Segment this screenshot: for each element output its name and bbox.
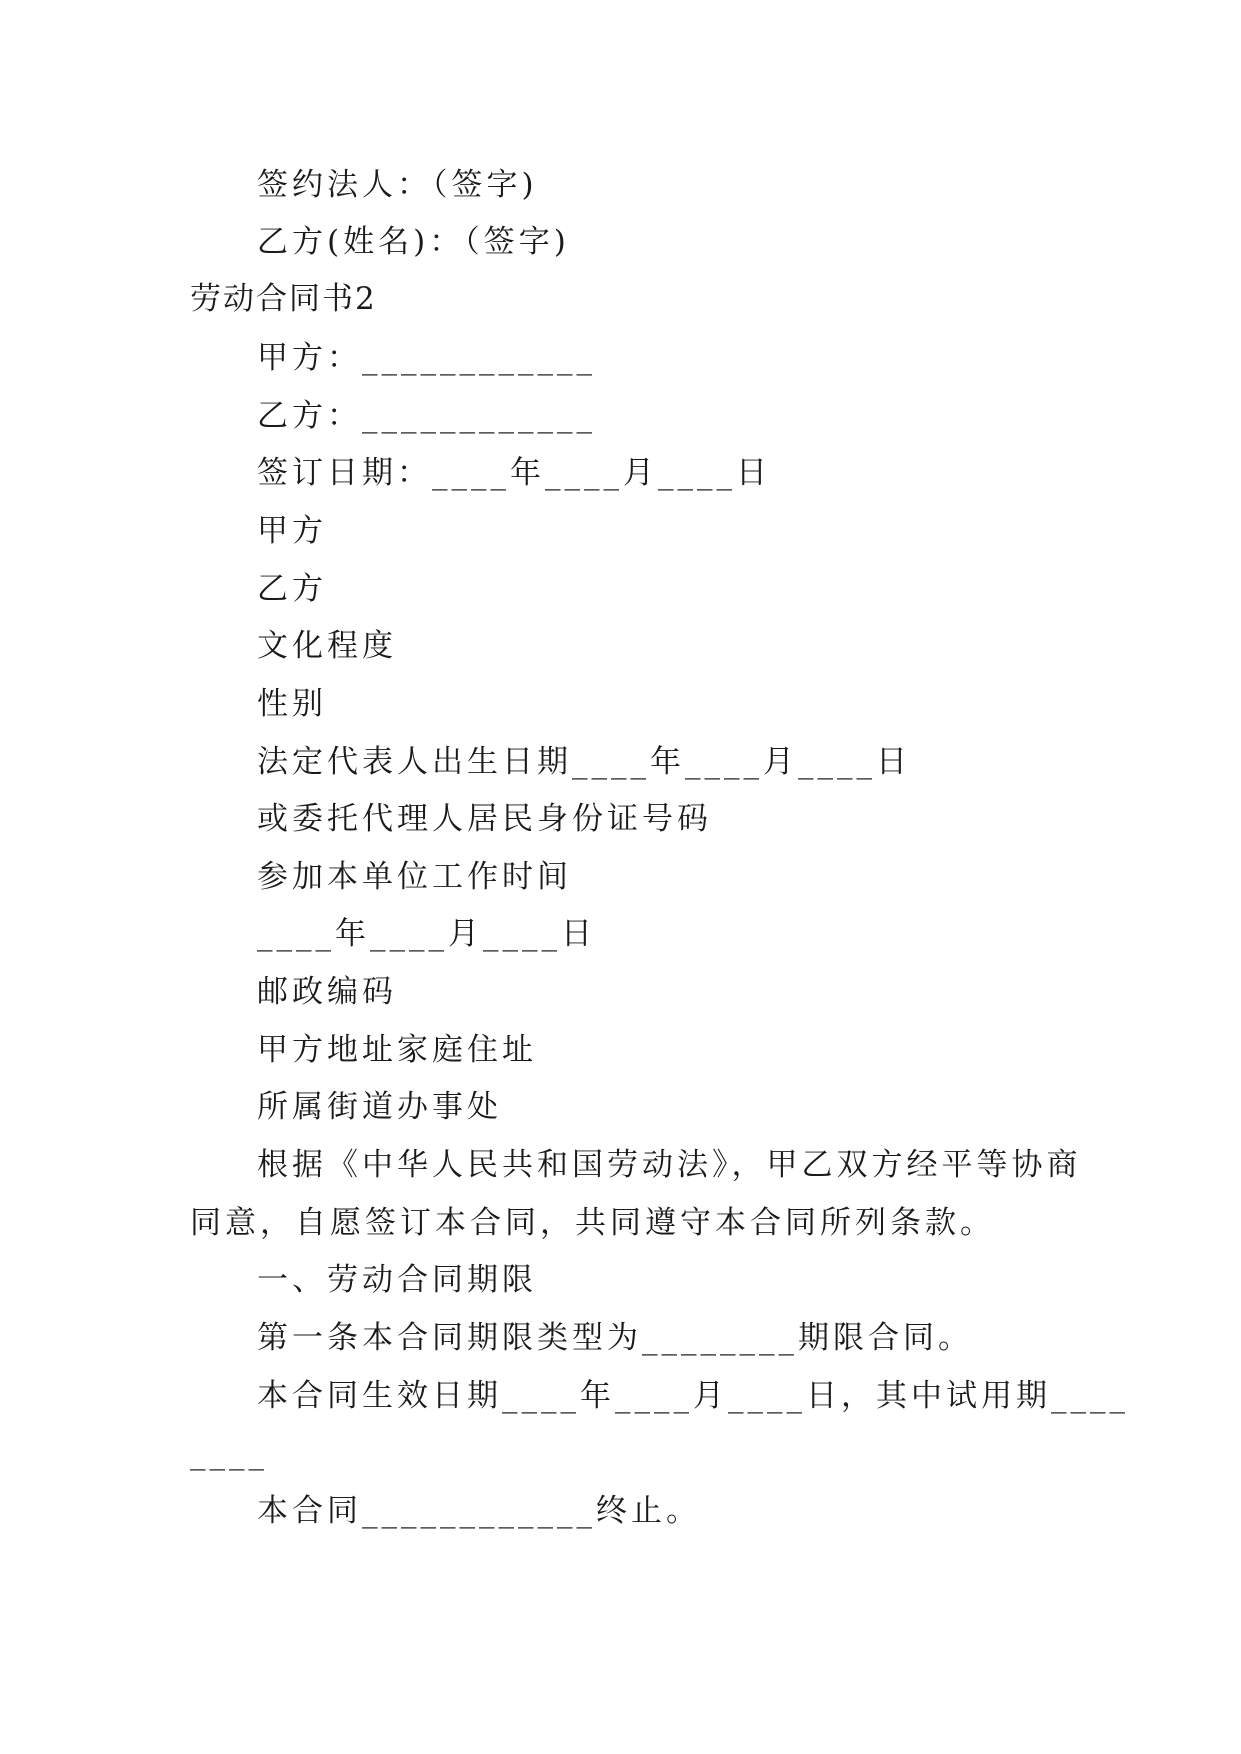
- party-a-field: 甲方：____________: [257, 340, 596, 376]
- party-b-name-signature-line: 乙方(姓名)：（签字): [257, 224, 570, 260]
- signing-date-field: 签订日期：____年____月____日: [257, 455, 771, 491]
- party-b-label: 乙方: [257, 571, 327, 607]
- id-number-label: 或委托代理人居民身份证号码: [257, 801, 712, 837]
- work-start-label: 参加本单位工作时间: [257, 859, 572, 895]
- party-a-label: 甲方: [257, 513, 327, 549]
- address-label: 甲方地址家庭住址: [257, 1032, 537, 1068]
- postal-code-label: 邮政编码: [257, 974, 397, 1010]
- probation-blank-continuation: ____: [190, 1435, 268, 1471]
- gender-label: 性别: [257, 686, 327, 722]
- document-title: 劳动合同书2: [190, 281, 377, 317]
- contract-termination-line: 本合同____________终止。: [257, 1493, 701, 1529]
- preamble-line-2: 同意，自愿签订本合同，共同遵守本合同所列条款。: [190, 1205, 995, 1241]
- subdistrict-office-label: 所属街道办事处: [257, 1089, 502, 1125]
- signatory-legal-person-line: 签约法人：（签字): [257, 167, 538, 203]
- education-level-label: 文化程度: [257, 628, 397, 664]
- effective-date-line: 本合同生效日期____年____月____日，其中试用期____: [257, 1378, 1129, 1414]
- preamble-line-1: 根据《中华人民共和国劳动法》，甲乙双方经平等协商: [257, 1147, 1082, 1183]
- article-1-line: 第一条本合同期限类型为________期限合同。: [257, 1320, 973, 1356]
- legal-representative-birthdate-field: 法定代表人出生日期____年____月____日: [257, 744, 911, 780]
- section-heading-contract-term: 一、劳动合同期限: [257, 1262, 537, 1298]
- work-start-date-field: ____年____月____日: [257, 916, 596, 952]
- party-b-field: 乙方：____________: [257, 398, 596, 434]
